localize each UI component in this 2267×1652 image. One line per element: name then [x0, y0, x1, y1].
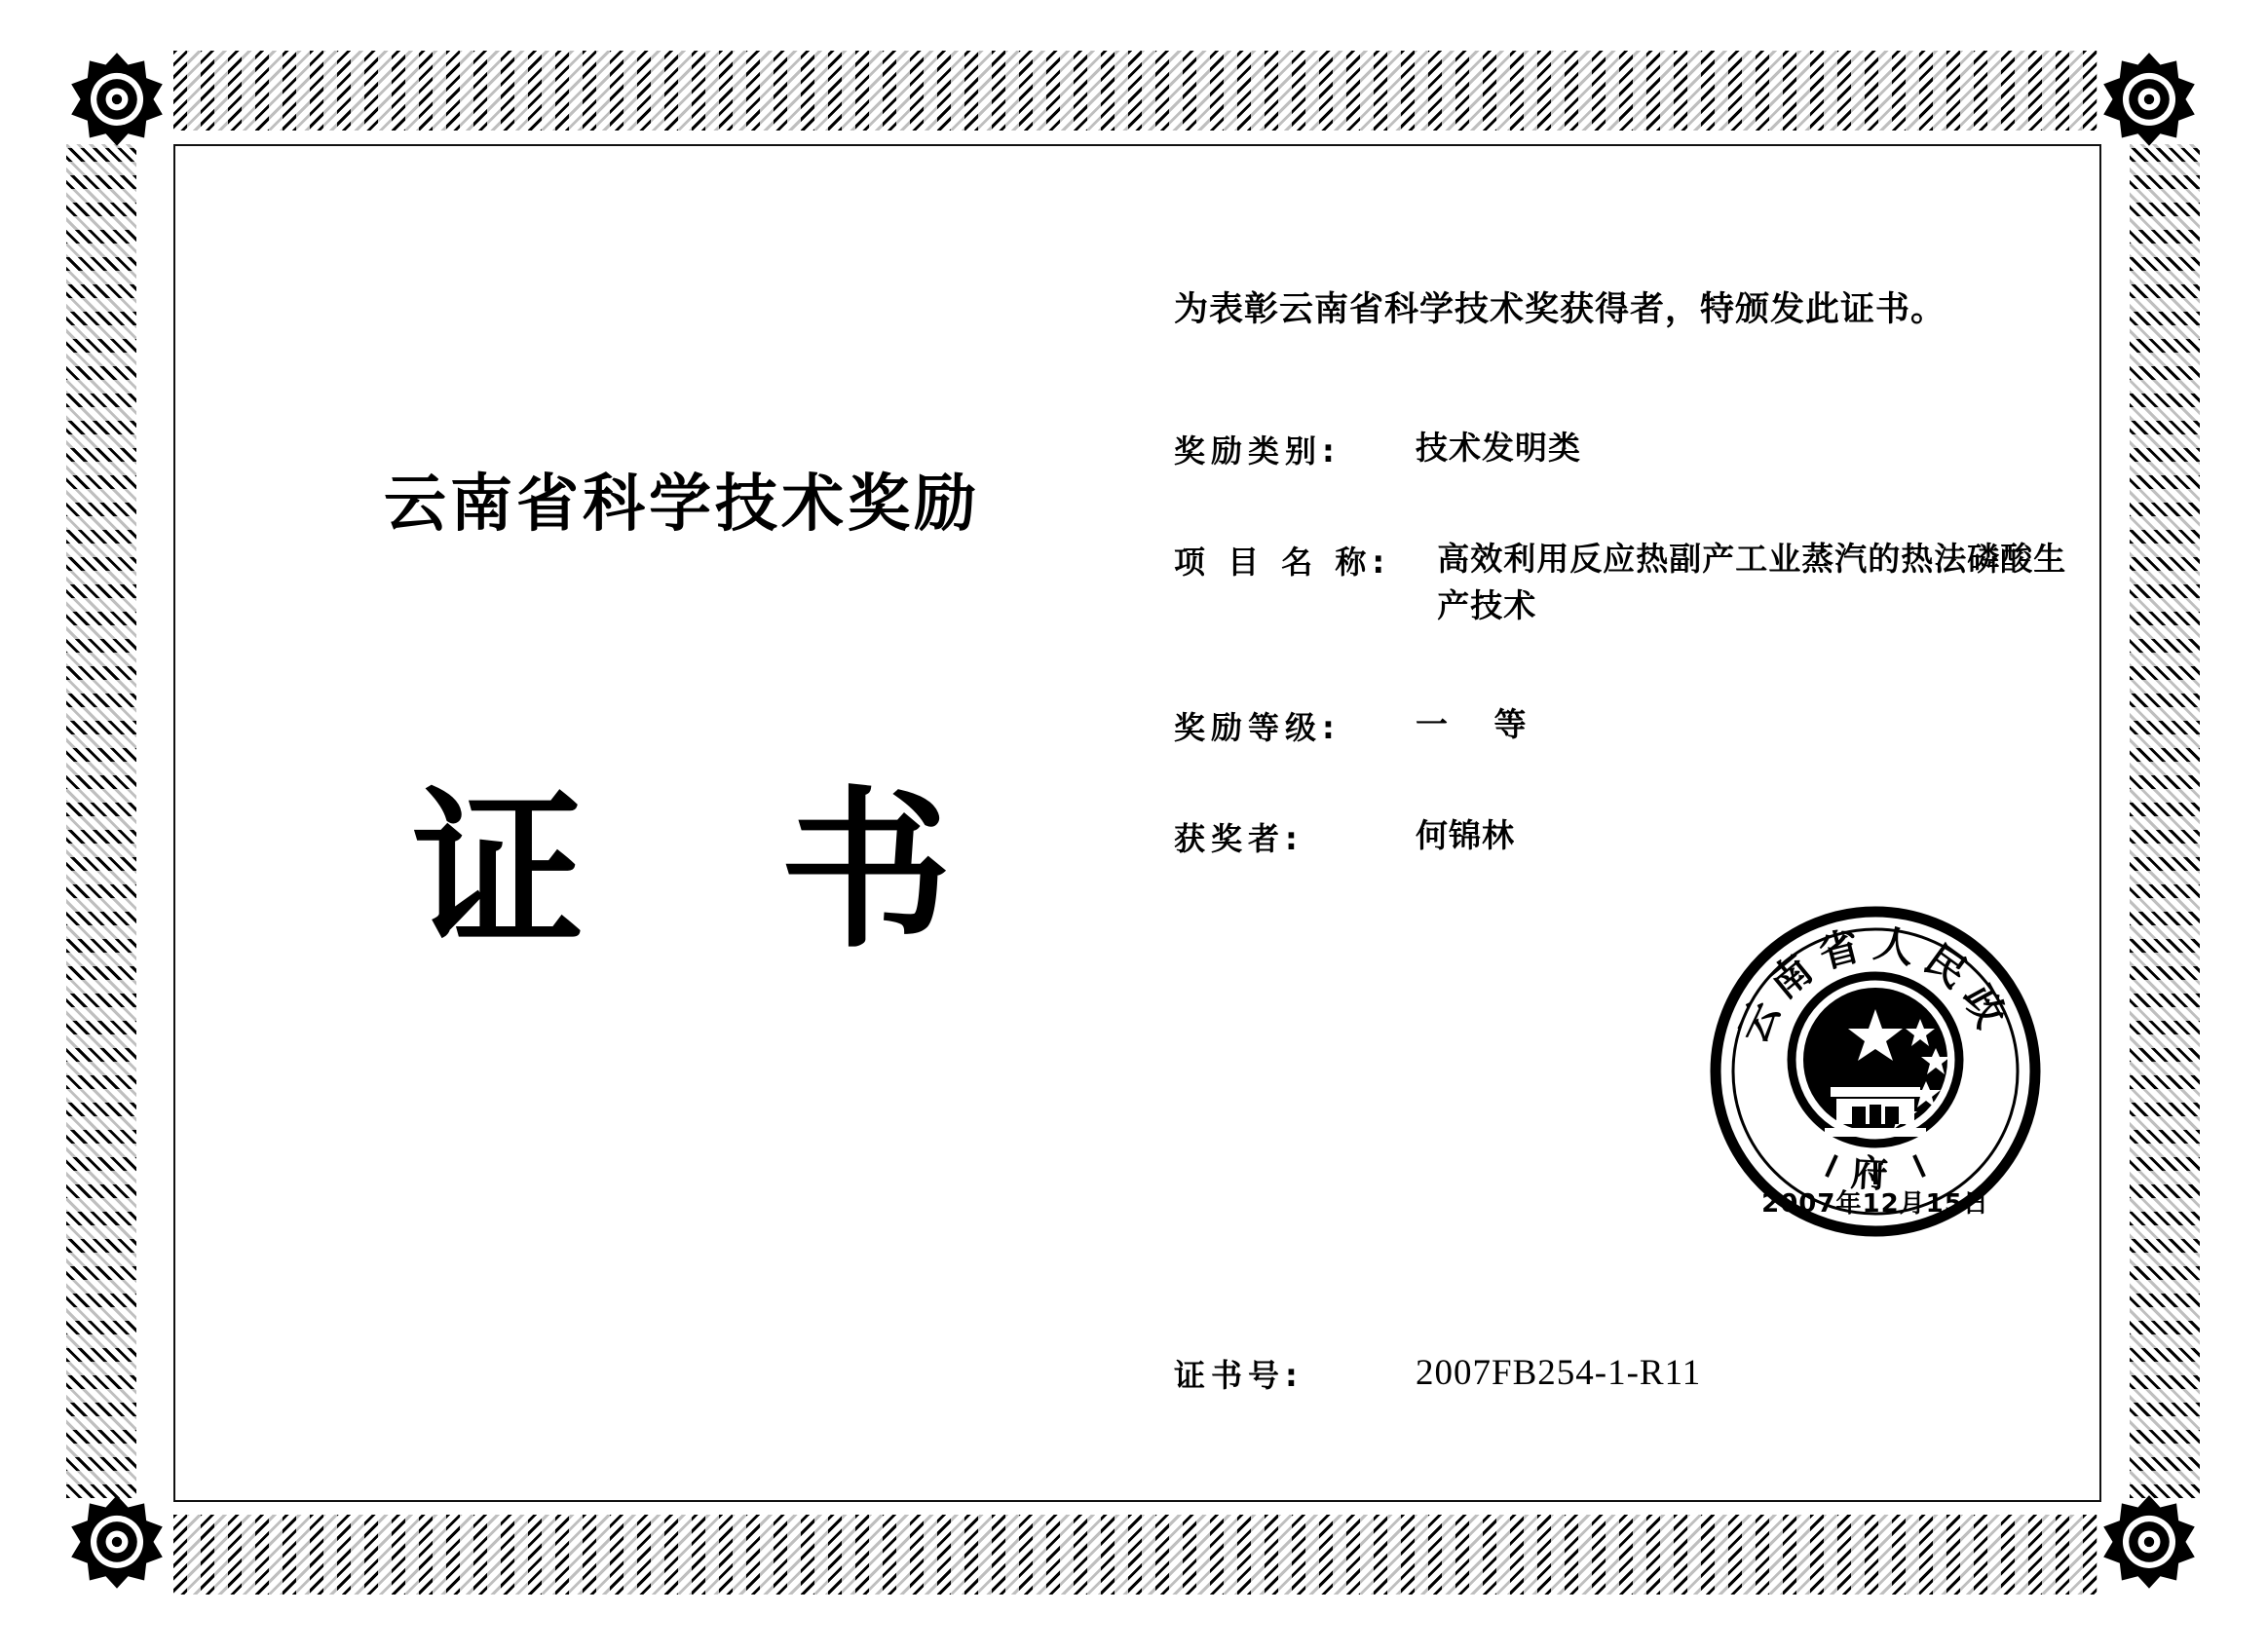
field-label-awardee: 获奖者: [1174, 819, 1304, 857]
corner-rosette-icon [2098, 51, 2200, 152]
field-value-awardee: 何锦林 [1416, 815, 1515, 854]
field-certificate-number [1174, 1349, 1701, 1396]
field-awardee [1174, 812, 2070, 859]
field-award-category [1174, 425, 2070, 471]
field-project-name [1174, 536, 2070, 629]
field-value-certificate-number: 2007FB254-1-R11 [1416, 1352, 1702, 1393]
field-label-award-category: 奖励类别: [1174, 432, 1341, 469]
field-value-award-grade: 一 等 [1416, 704, 1544, 743]
border-band-left [66, 144, 136, 1498]
border-band-right [2130, 144, 2200, 1498]
svg-text:云南省人民政: 云南省人民政 [1728, 919, 2020, 1050]
field-label-certificate-number: 证书号: [1174, 1357, 1304, 1394]
program-title: 云南省科学技术奖励 [384, 469, 980, 541]
svg-text:府: 府 [1849, 1150, 1890, 1196]
certificate-word: 证 书 [412, 770, 1020, 971]
field-value-project-name: 高效利用反应热副产工业蒸汽的热法磷酸生产技术 [1437, 540, 2067, 624]
corner-rosette-icon [2098, 1493, 2200, 1595]
details-block [1174, 282, 2070, 859]
headline-text: 为表彰云南省科学技术奖获得者，特颁发此证书。 [1174, 290, 1946, 329]
title-block [278, 468, 1086, 971]
field-value-award-category: 技术发明类 [1416, 429, 1581, 467]
corner-rosette-icon [66, 51, 168, 152]
seal-date: 2007年12月15日 [1761, 1189, 1989, 1219]
border-band-top [173, 51, 2097, 131]
corner-rosette-icon [66, 1493, 168, 1595]
field-label-award-grade: 奖励等级: [1174, 708, 1341, 746]
field-label-project-name: 项 目 名 称: [1174, 544, 1391, 581]
border-band-bottom [173, 1515, 2097, 1595]
field-award-grade [1174, 701, 2070, 748]
